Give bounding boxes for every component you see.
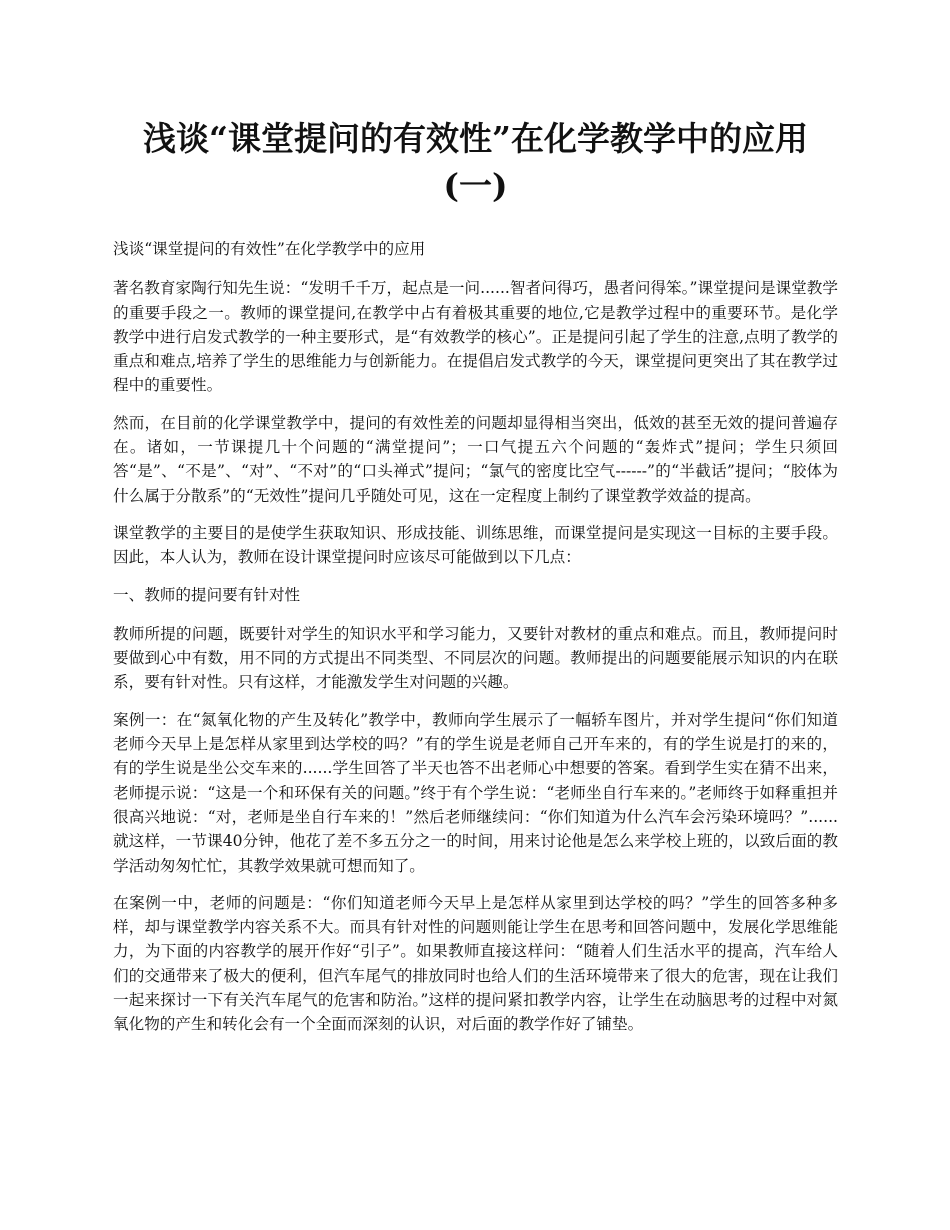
body-paragraph-intro: 著名教育家陶行知先生说：“发明千千万，起点是一问......智者问得巧，愚者问得笨。”课堂提问是课堂教学的重要手段之一。教师的课堂提问,在教学中占有着极其重要的地位,它是教学过程中的重要环节。是化学教学中进行启发式教学的一种主要形式，是“有效教学的核心”。正是提问引起了学生的注意,点明了教学的重点和难点,培养了学生的思维能力与创新能力。在提倡启发式教学的今天，课堂提问更突出了其在教学过程中的重要性。 <box>113 279 838 395</box>
subtitle-paragraph: 浅谈“课堂提问的有效性”在化学教学中的应用 <box>113 240 426 258</box>
section-heading-1: 一、教师的提问要有针对性 <box>113 585 301 604</box>
document-title: 浅谈“课堂提问的有效性”在化学教学中的应用(一) <box>143 119 808 205</box>
body-paragraph-problems: 然而，在目前的化学课堂教学中，提问的有效性差的问题却显得相当突出，低效的甚至无效的提问普遍存在。诸如，一节课提几十个问题的“满堂提问”；一口气提五六个问题的“轰炸式”提问；学生只须回答“是”、“不是”、“对”、“不对”的“口头禅式”提问；“氯气的密度比空气------”的“半截话”提问；“胶体为什么属于分散系”的“无效性”提问几乎随处可见，这在一定程度上制约了课堂教学效益的提高。 <box>113 413 838 505</box>
body-paragraph-purpose: 课堂教学的主要目的是使学生获取知识、形成技能、训练思维，而课堂提问是实现这一目标的主要手段。因此，本人认为，教师在设计课堂提问时应该尽可能做到以下几点： <box>113 523 838 567</box>
body-paragraph-case-1: 案例一：在“氮氧化物的产生及转化”教学中，教师向学生展示了一幅轿车图片，并对学生提问“你们知道老师今天早上是怎样从家里到达学校的吗？”有的学生说是老师自己开车来的，有的学生说是打的来的，有的学生说是坐公交车来的......学生回答了半天也答不出老师心中想要的答案。看到学生实在猜不出来，老师提示说：“这是一个和环保有关的问题。”终于有个学生说：“老师坐自行车来的。”老师终于如释重担并很高兴地说：“对，老师是坐自行车来的！”然后老师继续问：“你们知道为什么汽车会污染环境吗？”......就这样，一节课40分钟，他花了差不多五分之一的时间，用来讨论他是怎么来学校上班的，以致后面的教学活动匆匆忙忙，其教学效果就可想而知了。 <box>113 710 838 875</box>
body-paragraph-case-1-analysis: 在案例一中，老师的问题是：“你们知道老师今天早上是怎样从家里到达学校的吗？”学生的回答多种多样，却与课堂教学内容关系不大。而具有针对性的问题则能让学生在思考和回答问题中，发展化学思维能力，为下面的内容教学的展开作好“引子”。如果教师直接这样问：“随着人们生活水平的提高，汽车给人们的交通带来了极大的便利，但汽车尾气的排放同时也给人们的生活环境带来了很大的危害，现在让我们一起来探讨一下有关汽车尾气的危害和防治。”这样的提问紧扣教学内容，让学生在动脑思考的过程中对氮氧化物的产生和转化会有一个全面而深刻的认识，对后面的教学作好了铺垫。 <box>113 893 838 1034</box>
body-paragraph-section-1: 教师所提的问题，既要针对学生的知识水平和学习能力，又要针对教材的重点和难点。而且，教师提问时要做到心中有数，用不同的方式提出不同类型、不同层次的问题。教师提出的问题要能展示知识的内在联系，要有针对性。只有这样，才能激发学生对问题的兴趣。 <box>113 624 838 692</box>
